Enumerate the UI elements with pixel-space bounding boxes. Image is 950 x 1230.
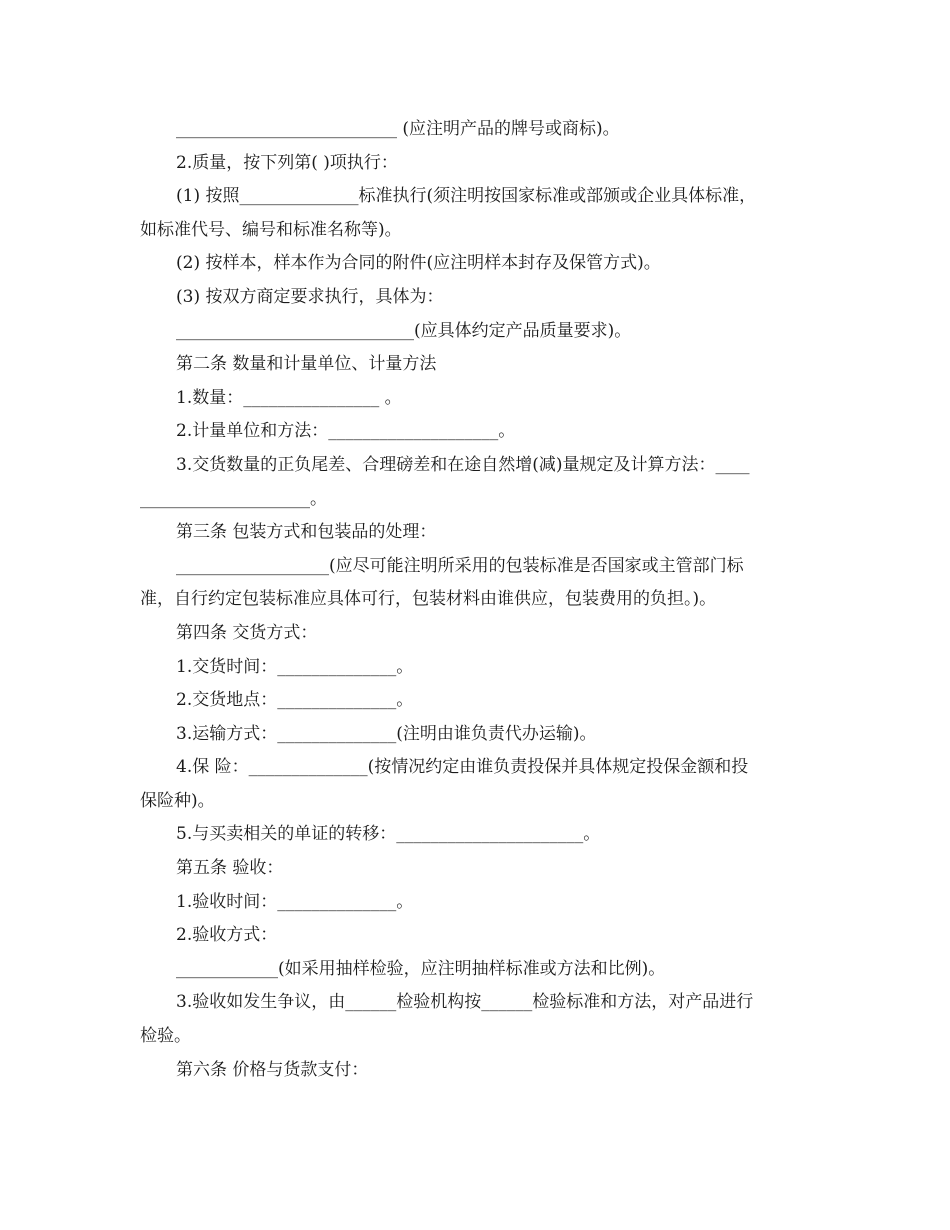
text-line: ____________________。 — [140, 488, 327, 509]
text-line: 保险种)。 — [140, 790, 215, 811]
text-line: 3.运输方式：______________(注明由谁负责代办运输)。 — [176, 723, 597, 744]
text-line: ____________________________(应具体约定产品质量要求)。 — [176, 320, 632, 341]
section-heading: 第四条 交货方式： — [176, 622, 318, 643]
text-line: 4.保 险：______________(按情况约定由谁负责投保并具体规定投保金额和投 — [176, 757, 749, 778]
text-line: 准，自行约定包装标准应具体可行，包装材料由谁供应，包装费用的负担。)。 — [140, 589, 717, 610]
text-line: 2.计量单位和方法：____________________。 — [176, 421, 516, 442]
text-line: (1) 按照______________标准执行(须注明按国家标准或部颁或企业具体标准， — [176, 186, 757, 207]
text-line: 1.验收时间：______________。 — [176, 891, 414, 912]
text-line: (3) 按双方商定要求执行，具体为： — [176, 286, 444, 307]
section-heading: 第二条 数量和计量单位、计量方法 — [176, 354, 437, 375]
text-line: 1.数量：________________ 。 — [176, 387, 402, 408]
text-line: __________________________ (应注明产品的牌号或商标)。 — [176, 119, 620, 139]
text-line: 5.与买卖相关的单证的转移：______________________。 — [176, 824, 601, 845]
contract-body — [140, 113, 815, 1087]
text-line: 1.交货时间：______________。 — [176, 656, 414, 677]
text-line: 3.交货数量的正负尾差、合理磅差和在途自然增(减)量规定及计算方法：____ — [176, 454, 750, 475]
section-heading: 第五条 验收： — [176, 858, 284, 879]
text-line: 2.交货地点：______________。 — [176, 690, 414, 711]
text-line: __________________(应尽可能注明所采用的包装标准是否国家或主管部门标 — [176, 555, 744, 576]
text-line: 2.验收方式： — [176, 925, 278, 946]
section-heading: 第三条 包装方式和包装品的处理： — [176, 522, 437, 543]
section-heading: 第六条 价格与货款支付： — [176, 1059, 369, 1080]
text-line: 3.验收如发生争议，由______检验机构按______检验标准和方法，对产品进行 — [176, 992, 754, 1013]
text-line: ____________(如采用抽样检验，应注明抽样标准或方法和比例)。 — [176, 958, 666, 979]
text-line: 检验。 — [140, 1026, 191, 1047]
text-line: 如标准代号、编号和标准名称等)。 — [140, 219, 402, 240]
text-line: 2.质量，按下列第( )项执行： — [176, 152, 398, 173]
text-line: (2) 按样本，样本作为合同的附件(应注明样本封存及保管方式)。 — [176, 253, 661, 274]
